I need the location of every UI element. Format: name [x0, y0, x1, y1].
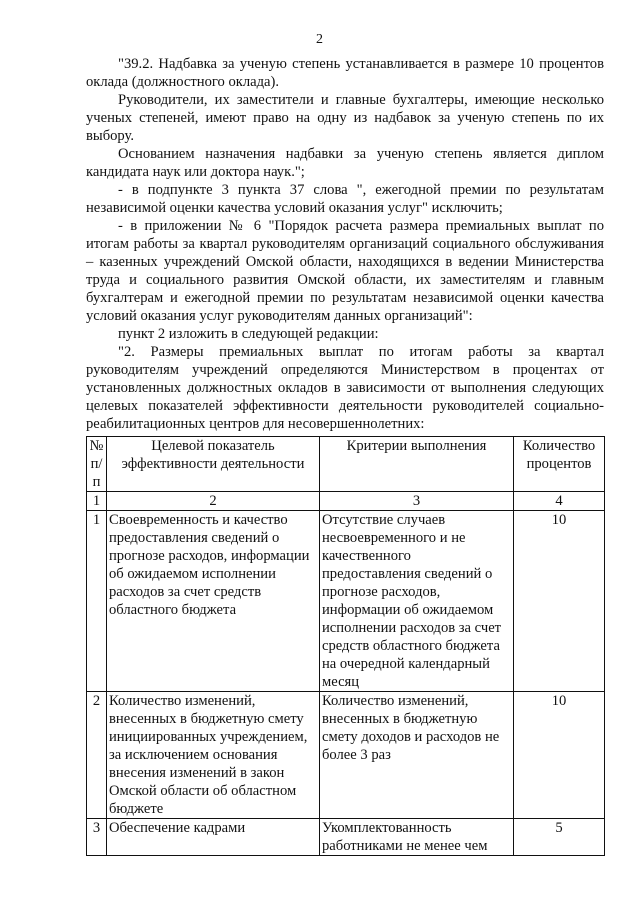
- row-number: 1: [87, 511, 107, 692]
- column-number: 3: [320, 492, 514, 511]
- column-number: 4: [514, 492, 605, 511]
- row-percent: 5: [514, 819, 605, 856]
- column-number: 1: [87, 492, 107, 511]
- column-number: 2: [107, 492, 320, 511]
- table-row: [87, 511, 605, 692]
- paragraph: Руководители, их заместители и главные бухгалтеры, имеющие несколько ученых степеней, имеют право на одну из надбавок за ученую степень по их выбору.: [86, 92, 604, 144]
- table-row: [87, 819, 605, 856]
- table-row: [87, 692, 605, 819]
- paragraph: Основанием назначения надбавки за ученую степень является диплом кандидата наук или доктора наук.";: [86, 146, 604, 180]
- performance-indicators-table: [86, 436, 605, 856]
- header-criteria: Критерии выполнения: [320, 437, 514, 492]
- header-indicator: Целевой показатель эффективности деятельности: [107, 437, 320, 492]
- row-percent: 10: [514, 511, 605, 692]
- table-header-row: [87, 437, 605, 492]
- row-indicator: Количество изменений, внесенных в бюджетную смету инициированных учреждением, за исключением основания внесения изменений в закон Омской области об областном бюджете: [107, 692, 320, 819]
- paragraph: "2. Размеры премиальных выплат по итогам работы за квартал руководителям учреждений определяются Министерством в процентах от установленных должностных окладов в зависимости от выполнения следующих целевых показателей эффективности деятельности руководителей социально-реабилитационных центров для несовершеннолетних:: [86, 344, 604, 432]
- column-number-row: [87, 492, 605, 511]
- header-number: № п/п: [87, 437, 107, 492]
- row-criteria: Количество изменений, внесенных в бюджетную смету доходов и расходов не более 3 раз: [320, 692, 514, 819]
- row-indicator: Обеспечение кадрами: [107, 819, 320, 856]
- body-text: [86, 55, 604, 433]
- paragraph: "39.2. Надбавка за ученую степень устанавливается в размере 10 процентов оклада (должностного оклада).: [86, 56, 604, 90]
- paragraph: - в приложении № 6 "Порядок расчета размера премиальных выплат по итогам работы за квартал руководителям организаций социального обслуживания – казенных учреждений Омской области, находящихся в ведении Министерства труда и социального развития Омской области, их заместителям и главным бухгалтерам и ежегодной премии по результатам независимой оценки качества условий оказания услуг руководителям данных организаций":: [86, 218, 604, 324]
- paragraph: пункт 2 изложить в следующей редакции:: [118, 326, 379, 342]
- row-criteria: Укомплектованность работниками не менее чем: [320, 819, 514, 856]
- page-number: 2: [316, 32, 323, 47]
- header-percent: Количество процентов: [514, 437, 605, 492]
- paragraph: - в подпункте 3 пункта 37 слова ", ежегодной премии по результатам независимой оценки качества условий оказания услуг" исключить;: [86, 182, 604, 216]
- row-number: 2: [87, 692, 107, 819]
- row-percent: 10: [514, 692, 605, 819]
- row-number: 3: [87, 819, 107, 856]
- row-criteria: Отсутствие случаев несвоевременного и не качественного предоставления сведений о прогнозе расходов, информации об ожидаемом исполнении расходов за счет средств областного бюджета на очередной календарный месяц: [320, 511, 514, 692]
- row-indicator: Своевременность и качество предоставления сведений о прогнозе расходов, информации об ожидаемом исполнении расходов за счет средств областного бюджета: [107, 511, 320, 692]
